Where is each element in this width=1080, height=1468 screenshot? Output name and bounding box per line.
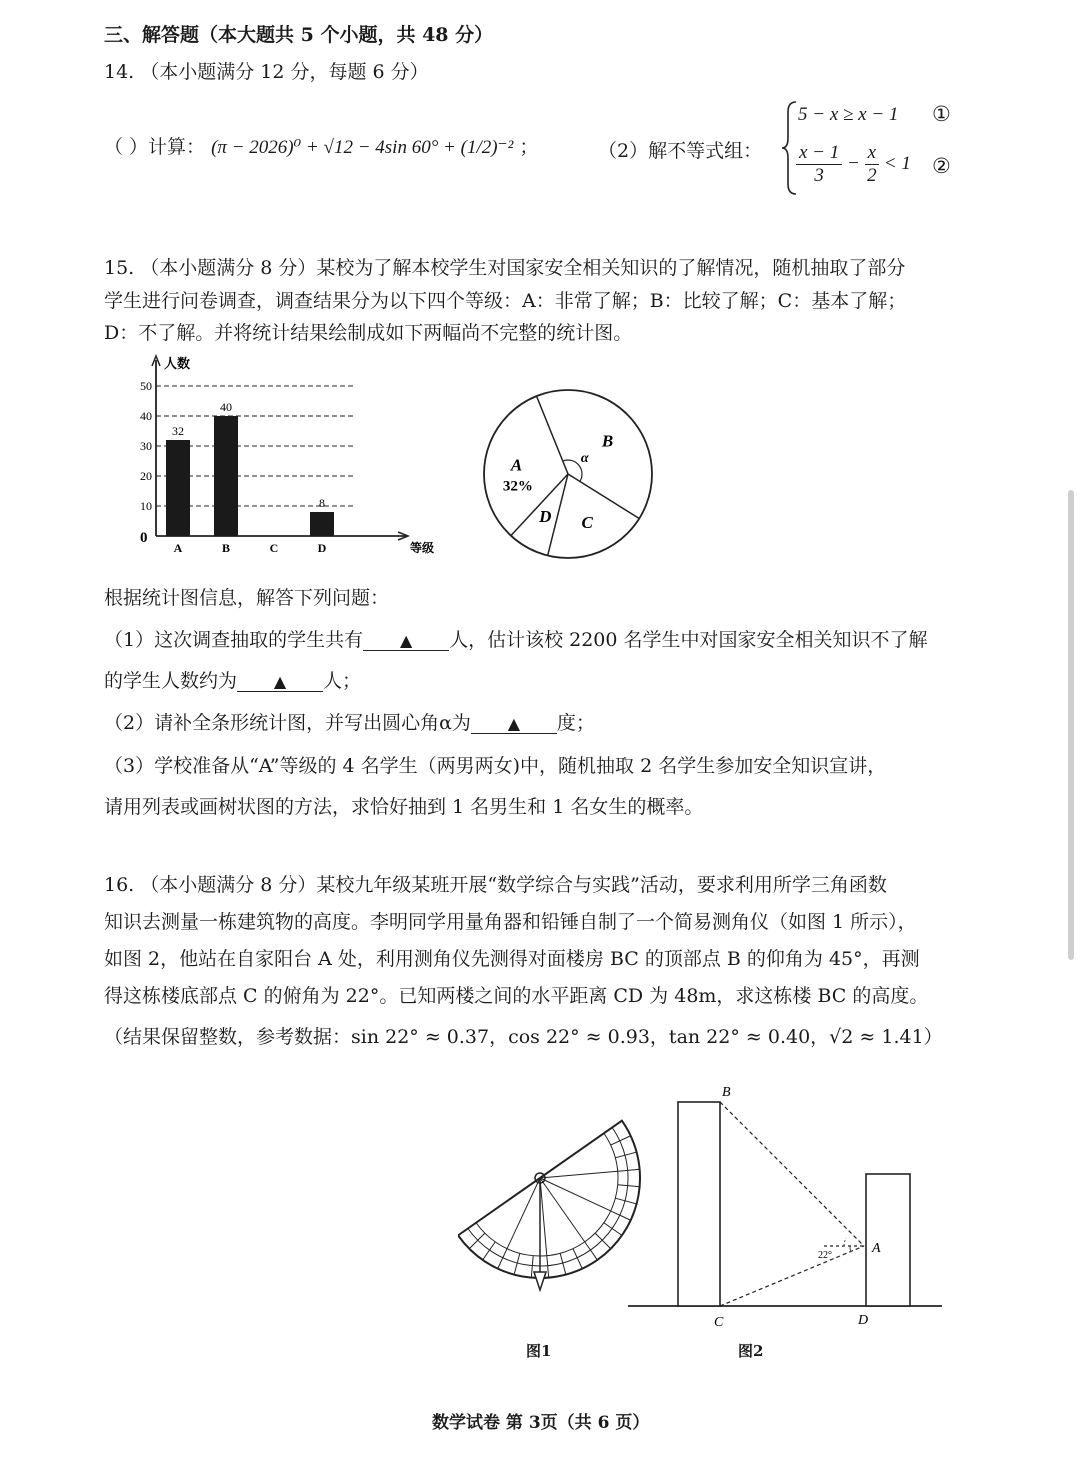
- answer-blank-2[interactable]: ▲: [237, 672, 323, 692]
- x-tick-label: D: [317, 541, 327, 555]
- x-tick-label: C: [269, 541, 279, 555]
- q14-header: 14. （本小题满分 12 分，每题 6 分）: [104, 61, 429, 83]
- y-tick-label: 40: [140, 409, 152, 423]
- q15-line3: D：不了解。并将统计结果绘制成如下两幅尚不完整的统计图。: [104, 322, 633, 344]
- fig1-caption: 图1: [526, 1342, 552, 1360]
- q14-part2-label: （2）解不等式组：: [598, 140, 763, 162]
- x-axis-label: 等级: [410, 541, 435, 555]
- bar-value-label: 40: [220, 400, 232, 414]
- point-B-label: B: [722, 1085, 731, 1100]
- pie-label-B: B: [601, 431, 614, 451]
- q16-line4: 得这栋楼底部点 C 的俯角为 22°。已知两楼之间的水平距离 CD 为 48m，求这栋楼 BC 的高度。: [104, 985, 929, 1007]
- ineq-2-frac2: $\frac{x}{2}$: [865, 142, 879, 187]
- q16-line1: 16. （本小题满分 8 分）某校九年级某班开展“数学综合与实践”活动，要求利用所学三角函数: [104, 874, 887, 896]
- page-footer: 数学试卷 第 3页（共 6 页）: [432, 1413, 650, 1433]
- q14-part1-expr: (π − 2026)⁰ + √12 − 4sin 60° + (1/2)⁻²: [211, 137, 514, 158]
- bar-value-label: 32: [172, 424, 184, 438]
- q15-sub3-line1: （3）学校准备从“A”等级的 4 名学生（两男两女)中，随机抽取 2 名学生参加安全知识宣讲，: [104, 755, 887, 777]
- q15-sub3-line2: 请用列表或画树状图的方法，求恰好抽到 1 名男生和 1 名女生的概率。: [104, 796, 704, 818]
- plumb-bob-icon: [534, 1272, 546, 1290]
- q16-line2: 知识去测量一栋建筑物的高度。李明同学用量角器和铅锤自制了一个简易测角仪（如图 1 所示），: [104, 911, 917, 933]
- ineq-2: $\frac{x - 1}{3}$ − $\frac{x}{2}$ < 1: [796, 142, 911, 187]
- pie-label-C: C: [581, 513, 593, 533]
- scrollbar[interactable]: [1068, 490, 1074, 960]
- inequality-system: [782, 98, 982, 198]
- ineq-2-frac1: $\frac{x - 1}{3}$: [796, 142, 842, 187]
- pie-label-A: A: [510, 455, 523, 475]
- answer-blank-3[interactable]: ▲: [471, 714, 557, 734]
- angle-22-label: 22°: [818, 1250, 832, 1261]
- q15-sub2: （2）请补全条形统计图，并写出圆心角α为 ▲ 度；: [104, 712, 595, 734]
- pie-chart: [470, 382, 670, 582]
- bar-A: [166, 440, 190, 536]
- alpha-label: α: [580, 450, 589, 466]
- x-tick-label: A: [173, 541, 183, 555]
- q15-line1: 15. （本小题满分 8 分）某校为了解本校学生对国家安全相关知识的了解情况，随机抽取了部分: [104, 257, 906, 279]
- section-title: 三、解答题（本大题共 5 个小题，共 48 分）: [104, 24, 494, 46]
- ineq-2-tag: ②: [932, 154, 951, 178]
- ineq-1-tag: ①: [932, 102, 951, 126]
- q16-line5: （结果保留整数，参考数据：sin 22° ≈ 0.37，cos 22° ≈ 0.93，tan 22° ≈ 0.40，√2 ≈ 1.41）: [104, 1026, 943, 1048]
- bar-value-label: 8: [319, 496, 325, 510]
- q15-line2: 学生进行问卷调查，调查结果分为以下四个等级：A：非常了解；B：比较了解；C：基本了解；: [104, 290, 907, 312]
- y-tick-label: 50: [140, 379, 152, 393]
- q14-part1-label: （ ）计算：: [104, 136, 206, 158]
- buildings-figure: [624, 1080, 964, 1340]
- y-tick-label: 10: [140, 499, 152, 513]
- point-C-label: C: [714, 1315, 724, 1330]
- x-tick-label: B: [221, 541, 231, 555]
- q15-prompt: 根据统计图信息，解答下列问题：: [104, 587, 390, 609]
- q14-part1: [104, 132, 538, 159]
- y-tick-label: 0: [140, 530, 148, 546]
- point-A-label: A: [872, 1241, 881, 1256]
- bar-chart: [120, 352, 440, 562]
- point-D-label: D: [858, 1313, 869, 1328]
- q14-part1-end: ；: [519, 136, 539, 158]
- y-tick-label: 20: [140, 469, 152, 483]
- q15-sub1-line2: 的学生人数约为 ▲ 人；: [104, 670, 362, 692]
- y-tick-label: 30: [140, 439, 152, 453]
- q16-line3: 如图 2，他站在自家阳台 A 处，利用测角仪先测得对面楼房 BC 的顶部点 B 的仰角为 45°，再测: [104, 948, 920, 970]
- q15-sub1-line1: （1）这次调查抽取的学生共有 ▲ 人，估计该校 2200 名学生中对国家安全相关知识不了解: [104, 629, 928, 651]
- ineq-1: 5 − x ≥ x − 1: [798, 104, 899, 125]
- fig2-caption: 图2: [738, 1342, 764, 1360]
- y-axis-label: 人数: [164, 356, 191, 371]
- answer-blank-1[interactable]: ▲: [363, 631, 449, 651]
- bar-D: [310, 512, 334, 536]
- bar-B: [214, 416, 238, 536]
- pie-percent-A: 32%: [502, 478, 533, 495]
- pie-label-D: D: [539, 507, 552, 527]
